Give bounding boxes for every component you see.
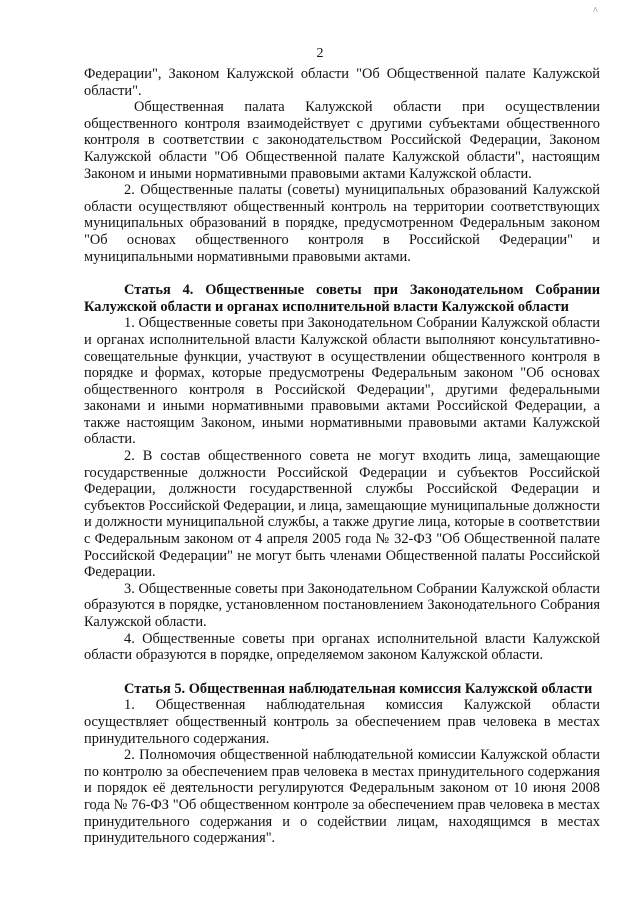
spacer [84, 664, 600, 681]
paragraph: 4. Общественные советы при органах исполнительной власти Калужской области образуются в порядке, определяемом законом Калужской области. [84, 630, 600, 664]
paragraph: Общественная палата Калужской области при осуществлении общественного контроля взаимодействует с другими субъектами общественного контроля в соответствии с законодательством Российской Федерации, Законом Калужской области "Об Общественной палате Калужской области", настоящим Законом и иными нормативными правовыми актами Калужской области. [84, 99, 600, 182]
paragraph: 2. Полномочия общественной наблюдательной комиссии Калужской области по контролю за обеспечением прав человека в местах принудительного содержания и порядок её деятельности регулируются Федеральным законом от 10 июня 2008 года № 76-ФЗ "Об общественном контроле за обеспечением прав человека в местах принудительного содержания и о содействии лицам, находящимся в местах принудительного содержания". [84, 747, 600, 847]
paragraph: 1. Общественная наблюдательная комиссия Калужской области осуществляет общественный контроль за обеспечением прав человека в местах принудительного содержания. [84, 697, 600, 747]
paragraph: 2. Общественные палаты (советы) муниципальных образований Калужской области осуществляют общественный контроль на территории соответствующих муниципальных образований в порядке, предусмотренном Федеральным законом "Об основах общественного контроля в Российской Федерации" и муниципальными нормативными правовыми актами. [84, 182, 600, 265]
page-number: 2 [316, 46, 324, 61]
paragraph: 1. Общественные советы при Законодательном Собрании Калужской области и органах исполнительной власти Калужской области выполняют консультативно-совещательные функции, участвуют в осуществлении общественного контроля в порядке и формах, которые предусмотрены Федеральным законом "Об основах общественного контроля в Российской Федерации", другими федеральными законами и иными нормативными правовыми актами Российской Федерации, а также настоящим Законом, иными нормативными правовыми актами Калужской области. [84, 315, 600, 448]
paragraph: 3. Общественные советы при Законодательном Собрании Калужской области образуются в порядке, установленном постановлением Законодательного Собрания Калужской области. [84, 580, 600, 630]
document-body [84, 66, 600, 847]
paragraph: 2. В состав общественного совета не могут входить лица, замещающие государственные должности Российской Федерации и субъектов Российской Федерации, должности государственной службы Российской Федерации и субъектов Российской Федерации, и лица, замещающие муниципальные должности и должности муниципальной службы, а также другие лица, которые в соответствии с Федеральным законом от 4 апреля 2005 года № 32-ФЗ "Об Общественной палате Российской Федерации" не могут быть членами Общественной палаты Российской Федерации. [84, 448, 600, 581]
spacer [84, 265, 600, 282]
article-heading: Статья 5. Общественная наблюдательная комиссия Калужской области [124, 680, 593, 697]
corner-mark: ^ [593, 6, 598, 17]
article-heading: Статья 4. Общественные советы при Законодательном Собрании Калужской области и органах исполнительной власти Калужской области [84, 282, 600, 315]
paragraph: Федерации", Законом Калужской области "Об Общественной палате Калужской области". [84, 66, 600, 99]
